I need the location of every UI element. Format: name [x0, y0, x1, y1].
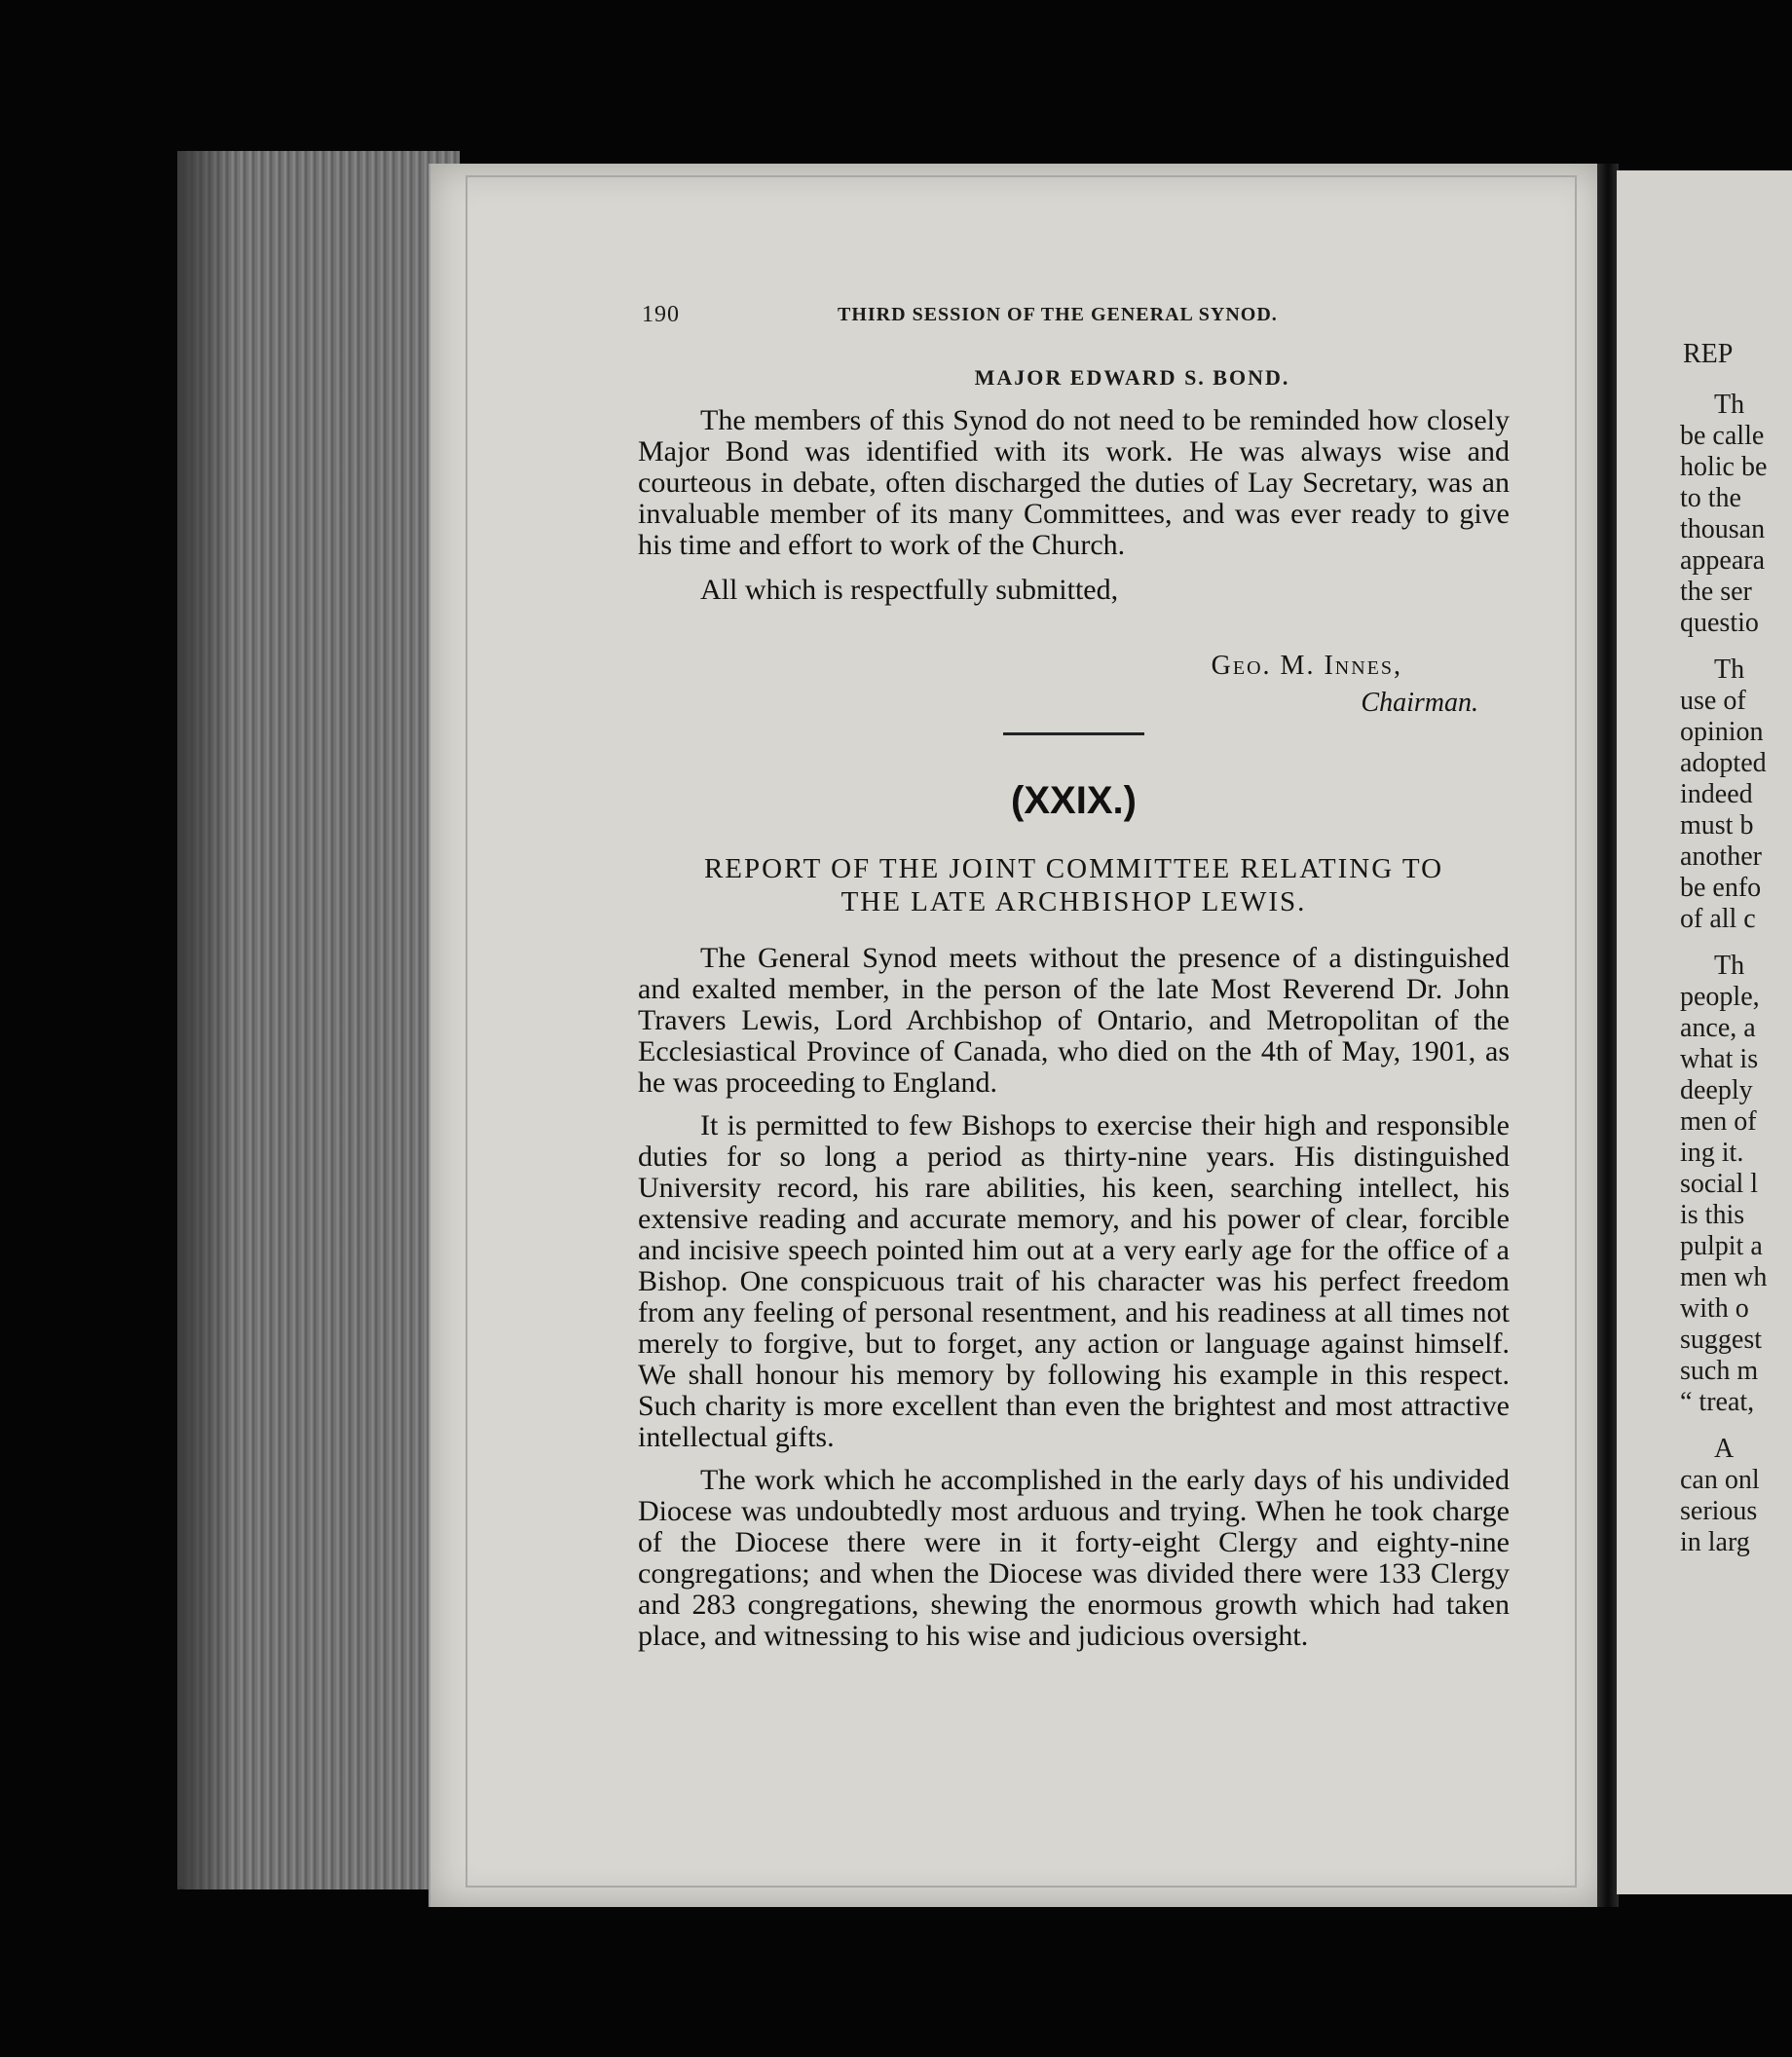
report-paragraph-3: The work which he accomplished in the early days of his undivided Diocese was undoubtedly most arduous and trying. When he took charge of the Diocese there were in it forty-eight Clergy and eighty-nine congregations; and when the Diocese was divided there were 133 Clergy and 283 congregations, shewing the enormous growth which had taken place, and witnessing to his wise and judicious oversight.	[638, 1464, 1510, 1652]
facing-page-line: questio	[1680, 608, 1759, 638]
memorial-paragraph: The members of this Synod do not need to be reminded how closely Major Bond was identified with its work. He was always wise and courteous in debate, often discharged the duties of Lay Secretary, was an invaluable member of its many Committees, and was ever ready to give his time and effort to work of the Church.	[638, 404, 1510, 561]
facing-page-line: be enfo	[1680, 873, 1762, 903]
facing-page-line: people,	[1680, 982, 1760, 1012]
memorial-section	[638, 405, 1510, 606]
facing-page-line: adopted	[1680, 748, 1767, 778]
facing-page-line: in larg	[1680, 1527, 1750, 1557]
facing-page-line: such m	[1680, 1356, 1759, 1386]
signatory-name-text: Geo. M. Innes,	[1211, 651, 1402, 681]
running-head	[638, 302, 1510, 331]
facing-page-line: another	[1680, 842, 1762, 872]
facing-page	[1617, 170, 1792, 1894]
section-number: (XXIX.)	[1011, 779, 1137, 822]
book-gutter	[1597, 164, 1619, 1907]
facing-page-line: suggest	[1680, 1325, 1762, 1355]
facing-page-line: with o	[1680, 1293, 1749, 1324]
facing-page-line: be calle	[1680, 421, 1765, 451]
facing-page-line: thousan	[1680, 514, 1766, 544]
facing-page-line: serious	[1680, 1496, 1758, 1526]
facing-page-line: ance, a	[1680, 1013, 1756, 1043]
facing-page-line: can onl	[1680, 1465, 1760, 1495]
running-head-title: THIRD SESSION OF THE GENERAL SYNOD.	[838, 304, 1278, 325]
facing-page-line: deeply	[1680, 1075, 1753, 1105]
report-title-line-2: THE LATE ARCHBISHOP LEWIS.	[840, 886, 1307, 917]
facing-page-line: Th	[1714, 654, 1745, 685]
facing-page-line: men of	[1680, 1106, 1757, 1137]
facing-page-line: A	[1714, 1434, 1735, 1464]
facing-page-line: pulpit a	[1680, 1231, 1763, 1261]
facing-page-line: is this	[1680, 1200, 1745, 1230]
facing-page-line: indeed	[1680, 779, 1753, 809]
report-title-line-1: REPORT OF THE JOINT COMMITTEE RELATING TO	[703, 853, 1444, 884]
page-number: 190	[642, 302, 680, 327]
facing-page-line: to the	[1680, 483, 1741, 513]
section-divider	[1003, 732, 1144, 735]
closing-line: All which is respectfully submitted,	[700, 574, 1119, 606]
facing-page-line: ing it.	[1680, 1138, 1744, 1168]
facing-page-line: must b	[1680, 810, 1754, 841]
facing-page-line: social l	[1680, 1169, 1759, 1199]
facing-page-line: opinion	[1680, 717, 1764, 747]
facing-page-line: men wh	[1680, 1262, 1768, 1292]
facing-page-line: of all c	[1680, 904, 1756, 934]
report-body	[638, 943, 1510, 1652]
report-title	[638, 852, 1510, 918]
facing-page-line: use of	[1680, 686, 1746, 716]
report-paragraph-2: It is permitted to few Bishops to exercise their high and responsible duties for so long a period as thirty-nine years. His distinguished University record, his rare abilities, his keen, searching intellect, his extensive reading and accurate memory, and his power of clear, forcible and incisive speech pointed him out at a very early age for the office of a Bishop. One conspicuous trait of his character was his perfect freedom from any feeling of personal resentment, and his readiness at all times not merely to forgive, but to forget, any action or language against himself. We shall honour his memory by following his example in this respect. Such charity is more excellent than even the brightest and most attractive intellectual gifts.	[638, 1109, 1510, 1453]
signatory-name	[638, 651, 1510, 682]
facing-page-line: appeara	[1680, 545, 1766, 576]
facing-page-line: “ treat,	[1680, 1387, 1755, 1417]
book-page-edges	[177, 151, 460, 1889]
facing-page-line: Th	[1714, 390, 1745, 420]
facing-page-line: the ser	[1680, 577, 1752, 607]
report-paragraph-1: The General Synod meets without the presence of a distinguished and exalted member, in the person of the late Most Reverend Dr. John Travers Lewis, Lord Archbishop of Ontario, and Metropolitan of the Ecclesiastical Province of Canada, who died on the 4th of May, 1901, as he was proceeding to England.	[638, 942, 1510, 1099]
facing-page-line: holic be	[1680, 452, 1768, 482]
facing-page-line: REP	[1683, 339, 1734, 369]
signatory-title: Chairman.	[1361, 688, 1478, 718]
memorial-heading: MAJOR EDWARD S. BOND.	[974, 365, 1290, 390]
facing-page-line: what is	[1680, 1044, 1759, 1074]
facing-page-line: Th	[1714, 951, 1745, 981]
